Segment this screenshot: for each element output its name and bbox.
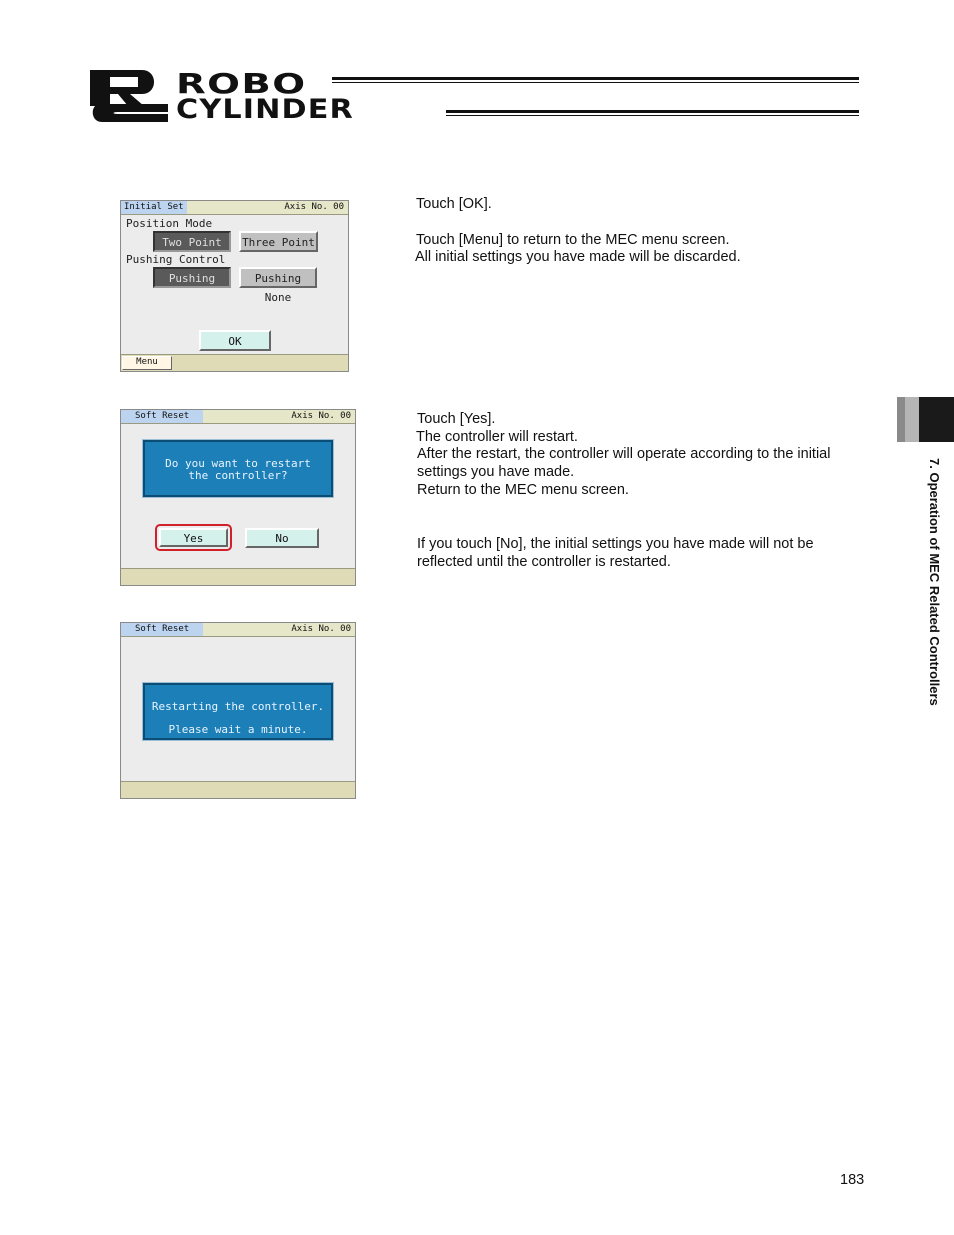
soft-reset-wait-screen	[120, 622, 356, 799]
pushing-none-button[interactable]: Pushing None	[239, 267, 317, 288]
restart-message-line2: the controller?	[188, 469, 288, 482]
header-rule	[332, 82, 859, 83]
restart-message-box	[143, 440, 333, 497]
chapter-tab-grey	[897, 397, 919, 442]
instruction-restart: The controller will restart.	[416, 429, 578, 445]
pushing-control-label: Pushing Control	[126, 253, 226, 266]
instruction-touch-yes: Touch [Yes].	[417, 411, 496, 427]
no-button[interactable]: No	[245, 528, 319, 548]
screen-title-bar	[121, 410, 355, 424]
ok-button[interactable]: OK	[199, 330, 271, 351]
initial-set-screen	[120, 200, 349, 372]
menu-button[interactable]: Menu	[122, 356, 172, 370]
soft-reset-confirm-screen	[120, 409, 356, 586]
instruction-no-note-cont: reflected until the controller is restarted.	[417, 554, 671, 570]
restarting-message-line1: Restarting the controller.	[151, 700, 325, 713]
instruction-after-restart: After the restart, the controller will operate according to the initial	[417, 446, 831, 462]
logo-robo: ROBO	[176, 67, 307, 100]
screen-title: Soft Reset	[121, 410, 203, 423]
screen-bottom-bar	[121, 781, 355, 798]
restarting-message-line2: Please wait a minute.	[168, 723, 308, 736]
instruction-touch-menu: Touch [Menu] to return to the MEC menu screen.	[416, 232, 730, 248]
yes-button[interactable]: Yes	[159, 528, 228, 547]
position-mode-label: Position Mode	[126, 217, 213, 230]
chapter-side-label	[927, 458, 941, 758]
screen-bottom-bar	[121, 568, 355, 585]
axis-number: Axis No. 00	[284, 202, 344, 212]
screen-title-bar	[121, 623, 355, 637]
instruction-return-menu: Return to the MEC menu screen.	[417, 482, 629, 498]
instruction-discard-note: All initial settings you have made will be discarded.	[415, 249, 741, 265]
restart-message-line1: Do you want to restart	[165, 457, 311, 470]
three-point-button[interactable]: Three Point	[239, 231, 318, 252]
instruction-touch-ok: Touch [OK].	[416, 196, 492, 212]
header-rule	[332, 77, 859, 80]
two-point-button[interactable]: Two Point	[153, 231, 231, 252]
instruction-after-restart-cont: settings you have made.	[417, 464, 575, 480]
chapter-side-label-text: 7. Operation of MEC Related Controllers	[927, 458, 942, 706]
axis-number: Axis No. 00	[291, 624, 351, 634]
logo-cylinder: CYLINDER	[176, 94, 354, 125]
header-rule	[446, 115, 859, 116]
restarting-message-box	[143, 683, 333, 740]
rc-logo-icon	[88, 68, 170, 124]
screen-bottom-bar	[121, 354, 348, 371]
axis-number: Axis No. 00	[291, 411, 351, 421]
pushing-button[interactable]: Pushing	[153, 267, 231, 288]
screen-title-bar	[121, 201, 348, 215]
chapter-tab-black	[919, 397, 954, 442]
header-rule	[446, 110, 859, 113]
instruction-no-note: If you touch [No], the initial settings you have made will not be	[417, 536, 814, 552]
screen-title: Soft Reset	[121, 623, 203, 636]
screen-title: Initial Set	[121, 201, 187, 214]
page-number: 183	[840, 1172, 865, 1188]
